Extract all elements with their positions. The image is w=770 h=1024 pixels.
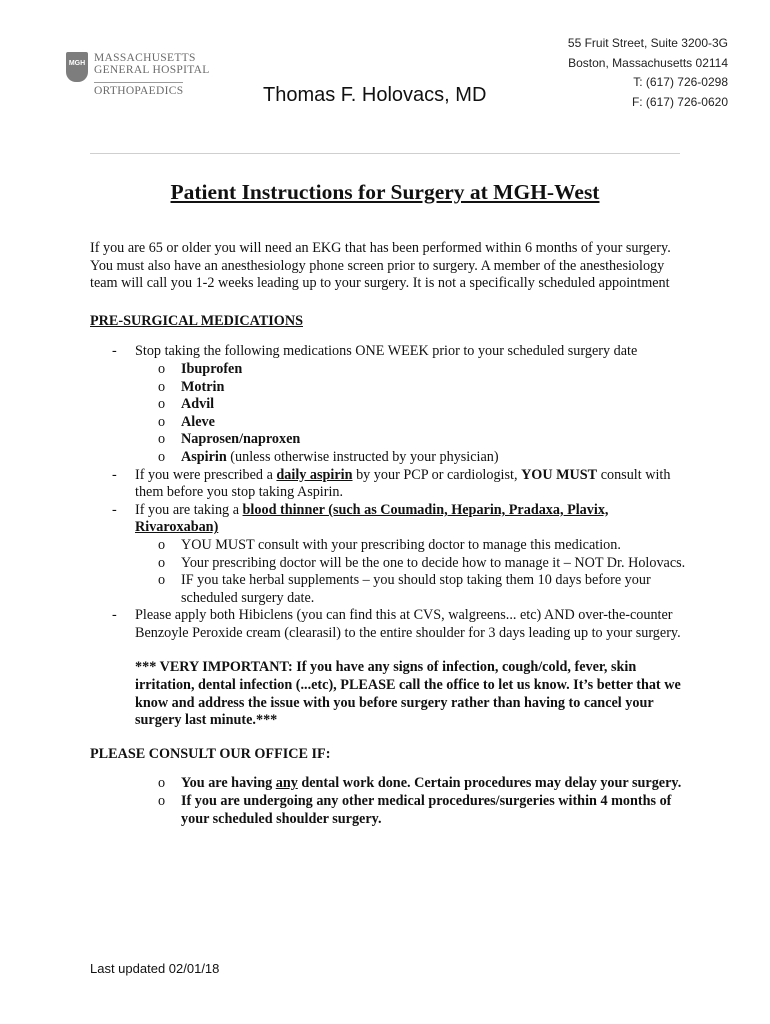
med-name: Advil <box>181 396 215 413</box>
logo-line-2: GENERAL HOSPITAL <box>94 64 210 76</box>
aspirin-note: (unless otherwise instructed by your physician) <box>226 448 499 465</box>
med-name: Naprosen/naproxen <box>181 431 301 448</box>
circle-bullet: o <box>158 775 166 792</box>
address-city: Boston, Massachusetts 02114 <box>568 55 728 70</box>
circle-bullet: o <box>158 360 166 377</box>
logo-line-3: ORTHOPAEDICS <box>94 82 183 97</box>
dash-bullet: - <box>112 343 117 360</box>
mgh-shield-icon: MGH <box>66 52 88 82</box>
list-item-blood-thinner <box>90 502 690 537</box>
consult-item-dental <box>90 775 690 793</box>
med-name: Aleve <box>181 413 215 430</box>
list-item-stop-medications <box>90 343 690 361</box>
consult-office-heading: PLEASE CONSULT OUR OFFICE IF: <box>90 745 331 762</box>
consult-item-procedures <box>90 793 690 828</box>
last-updated: Last updated 02/01/18 <box>90 961 220 976</box>
sub-item-text: Your prescribing doctor will be the one to decide how to manage it – NOT Dr. Holovacs. <box>181 554 686 571</box>
text: If you are undergoing any other medical procedures/surgeries within 4 months of your scheduled shoulder surgery. <box>181 793 672 827</box>
office-address <box>568 34 728 112</box>
document-body <box>90 240 690 828</box>
med-name: Motrin <box>181 378 225 395</box>
circle-bullet: o <box>158 554 166 571</box>
med-item <box>90 414 690 432</box>
document-title: Patient Instructions for Surgery at MGH-West <box>170 180 600 204</box>
circle-bullet: o <box>158 378 166 395</box>
circle-bullet: o <box>158 793 166 810</box>
med-item <box>90 379 690 397</box>
blood-thinner-emphasis: blood thinner (such as Coumadin, Heparin, Pradaxa, Plavix, Rivaroxaban) <box>135 501 609 536</box>
any-emphasis: any <box>275 775 298 792</box>
blood-thinner-sub-item <box>90 572 690 607</box>
text: dental work done. Certain procedures may delay your surgery. <box>297 775 682 792</box>
list-item-hibiclens <box>90 607 690 642</box>
med-name: Aspirin <box>181 448 227 465</box>
list-item-daily-aspirin <box>90 467 690 502</box>
text: consult with them before you stop taking Aspirin. <box>135 466 671 501</box>
phone-number: T: (617) 726-0298 <box>633 75 728 89</box>
blood-thinner-sub-item <box>90 537 690 555</box>
med-item <box>90 396 690 414</box>
pre-surgical-medications-heading: PRE-SURGICAL MEDICATIONS <box>90 312 303 329</box>
dash-bullet: - <box>112 466 117 483</box>
circle-bullet: o <box>158 572 166 589</box>
daily-aspirin-emphasis: daily aspirin <box>276 466 353 483</box>
dash-bullet: - <box>112 607 117 624</box>
circle-bullet: o <box>158 448 166 465</box>
dash-bullet: - <box>112 501 117 518</box>
list-item-text: Stop taking the following medications ONE WEEK prior to your scheduled surgery date <box>135 343 638 360</box>
circle-bullet: o <box>158 396 166 413</box>
text: You are having <box>181 775 276 792</box>
header-divider <box>90 153 680 154</box>
text: If you are taking a <box>135 501 243 518</box>
med-item <box>90 431 690 449</box>
mgh-orthopaedics-logo <box>66 52 226 100</box>
very-important-notice: *** VERY IMPORTANT: If you have any signs of infection, cough/cold, fever, skin irritation, dental infection (...etc), PLEASE call the office to let us know. It’s better that we know and address the issue with you before surgery rather than having to cancel your surgery last minute.*** <box>135 659 681 729</box>
doctor-name: Thomas F. Holovacs, MD <box>263 84 487 106</box>
sub-item-text: YOU MUST consult with your prescribing doctor to manage this medication. <box>181 536 621 553</box>
intro-paragraph: If you are 65 or older you will need an EKG that has been performed within 6 months of your surgery. You must also have an anesthesiology phone screen prior to surgery. A member of the anesthesiology team will call you 1-2 weeks leading up to your surgery. It is not a specifically scheduled appointment <box>90 240 671 292</box>
fax-number: F: (617) 726-0620 <box>631 94 728 109</box>
circle-bullet: o <box>158 536 166 553</box>
circle-bullet: o <box>158 431 166 448</box>
text: If you were prescribed a <box>135 466 277 483</box>
logo-line-1: MASSACHUSETTS <box>94 52 196 64</box>
med-item <box>90 361 690 379</box>
address-street: 55 Fruit Street, Suite 3200-3G <box>567 36 728 50</box>
med-item-aspirin <box>90 449 690 467</box>
list-item-text: Please apply both Hibiclens (you can find this at CVS, walgreens... etc) AND over-the-counter Benzoyle Peroxide cream (clearasil) to the entire shoulder for 3 days leading up to your surgery. <box>135 607 681 641</box>
circle-bullet: o <box>158 413 166 430</box>
blood-thinner-sub-item <box>90 555 690 573</box>
med-name: Ibuprofen <box>181 360 243 377</box>
text: by your PCP or cardiologist, <box>352 466 522 483</box>
sub-item-text: IF you take herbal supplements – you should stop taking them 10 days before your scheduled surgery date. <box>181 572 651 606</box>
you-must-emphasis: YOU MUST <box>521 466 598 483</box>
